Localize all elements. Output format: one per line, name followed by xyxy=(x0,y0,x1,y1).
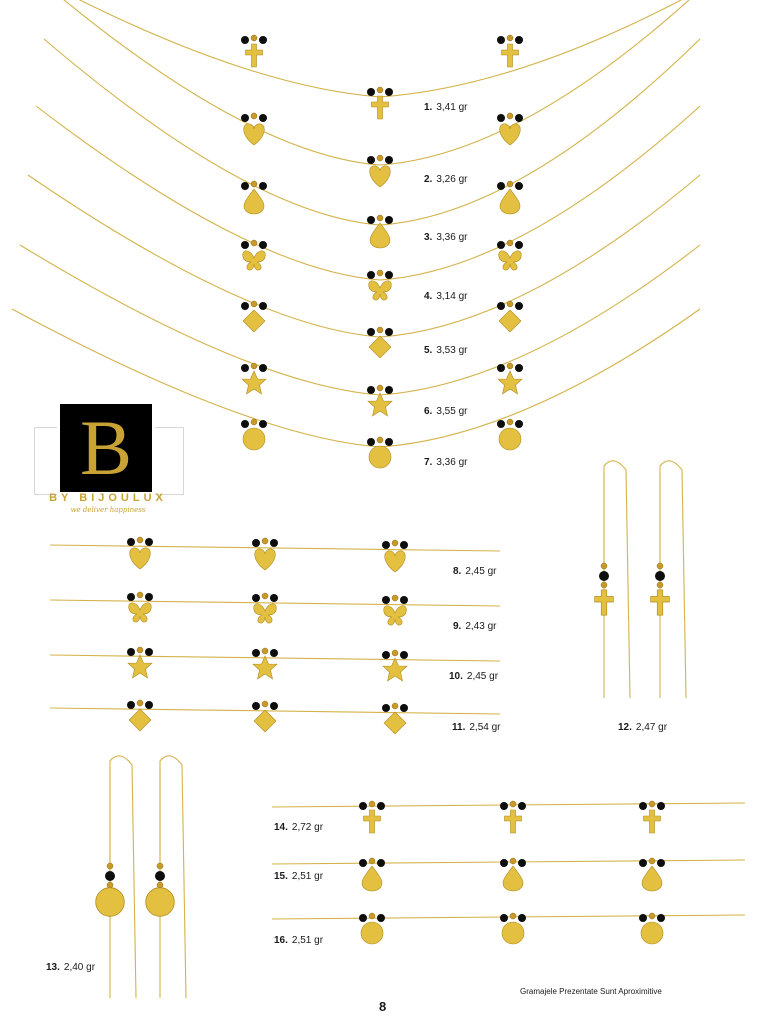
product-label-10: 10. 2,45 gr xyxy=(449,671,499,682)
gold-bead xyxy=(377,270,383,276)
drop-icon xyxy=(503,866,523,891)
gold-bead xyxy=(507,419,513,425)
black-bead xyxy=(385,328,393,336)
disc-icon xyxy=(641,922,663,944)
gold-bead xyxy=(657,563,663,569)
drop-icon xyxy=(362,866,382,891)
product-label-12: 12. 2,47 gr xyxy=(618,722,668,733)
brand-name: BY BIJOULUX xyxy=(49,492,167,504)
product-label-4: 4. 3,14 gr xyxy=(424,291,468,302)
gold-bead xyxy=(392,703,398,709)
cross-icon xyxy=(364,810,381,833)
black-bead xyxy=(500,859,508,867)
black-bead xyxy=(270,649,278,657)
cross-icon xyxy=(644,810,661,833)
gold-bead xyxy=(251,419,257,425)
product-label-5: 5. 3,53 gr xyxy=(424,345,468,356)
black-bead xyxy=(657,802,665,810)
black-bead xyxy=(500,802,508,810)
black-bead xyxy=(359,914,367,922)
heart-icon xyxy=(370,166,391,187)
gold-bead xyxy=(369,858,375,864)
black-bead xyxy=(241,420,249,428)
necklace-chain xyxy=(36,106,700,280)
cross-icon xyxy=(502,44,519,67)
black-bead xyxy=(259,364,267,372)
black-bead xyxy=(127,538,135,546)
black-bead xyxy=(155,871,165,881)
logo-letter: B xyxy=(79,404,133,491)
brand-logo xyxy=(34,400,186,520)
disc-icon xyxy=(361,922,383,944)
black-bead xyxy=(518,802,526,810)
black-bead xyxy=(497,114,505,122)
black-bead xyxy=(377,914,385,922)
black-bead xyxy=(382,541,390,549)
star-icon xyxy=(368,393,392,416)
black-bead xyxy=(252,594,260,602)
cross-icon xyxy=(651,590,670,615)
black-bead xyxy=(385,386,393,394)
gold-bead xyxy=(377,327,383,333)
black-bead xyxy=(241,302,249,310)
black-bead xyxy=(241,182,249,190)
gold-bead xyxy=(510,858,516,864)
diamond-icon xyxy=(243,310,265,332)
gold-bead xyxy=(262,538,268,544)
black-bead xyxy=(385,271,393,279)
black-bead xyxy=(639,802,647,810)
black-bead xyxy=(515,302,523,310)
butterfly-icon xyxy=(369,281,392,300)
gold-bead xyxy=(507,113,513,119)
black-bead xyxy=(400,704,408,712)
diamond-icon xyxy=(384,712,406,734)
black-bead xyxy=(259,36,267,44)
black-bead xyxy=(367,386,375,394)
black-bead xyxy=(385,216,393,224)
gold-bead xyxy=(507,363,513,369)
page-number: 8 xyxy=(379,999,387,1014)
cross-icon xyxy=(505,810,522,833)
diamond-icon xyxy=(254,710,276,732)
butterfly-icon xyxy=(499,251,522,270)
black-bead xyxy=(657,914,665,922)
footer-note: Gramajele Prezentate Sunt Aproximitive xyxy=(520,987,662,996)
product-label-7: 7. 3,36 gr xyxy=(424,457,468,468)
gold-bead xyxy=(392,540,398,546)
gold-bead xyxy=(137,592,143,598)
diamond-icon xyxy=(499,310,521,332)
butterfly-icon xyxy=(243,251,266,270)
gold-bead xyxy=(137,700,143,706)
black-bead xyxy=(382,704,390,712)
gold-bead xyxy=(377,385,383,391)
star-icon xyxy=(128,655,152,678)
gold-bead xyxy=(262,648,268,654)
drop-icon xyxy=(244,189,264,214)
gold-bead xyxy=(601,582,607,588)
black-bead xyxy=(500,914,508,922)
product-label-13: 13. 2,40 gr xyxy=(46,962,96,973)
black-bead xyxy=(400,596,408,604)
gold-bead xyxy=(262,701,268,707)
star-icon xyxy=(253,656,277,679)
disc-icon xyxy=(502,922,524,944)
earring-threader xyxy=(660,461,686,698)
product-label-15: 15. 2,51 gr xyxy=(274,871,324,882)
black-bead xyxy=(270,702,278,710)
bracelet-chain xyxy=(272,915,745,919)
black-bead xyxy=(515,241,523,249)
logo-monogram xyxy=(60,404,152,492)
black-bead xyxy=(497,36,505,44)
product-label-9: 9. 2,43 gr xyxy=(453,621,497,632)
black-bead xyxy=(497,241,505,249)
black-bead xyxy=(259,241,267,249)
gold-bead xyxy=(377,155,383,161)
brand-tagline: we deliver happiness xyxy=(70,506,146,514)
gold-bead xyxy=(649,801,655,807)
black-bead xyxy=(127,701,135,709)
black-bead xyxy=(385,438,393,446)
black-bead xyxy=(259,114,267,122)
butterfly-icon xyxy=(254,604,277,623)
gold-bead xyxy=(377,87,383,93)
black-bead xyxy=(145,701,153,709)
black-bead xyxy=(377,802,385,810)
black-bead xyxy=(385,156,393,164)
gold-bead xyxy=(510,913,516,919)
black-bead xyxy=(497,302,505,310)
black-bead xyxy=(127,593,135,601)
gold-bead xyxy=(377,215,383,221)
gold-bead xyxy=(601,563,607,569)
black-bead xyxy=(367,271,375,279)
gold-bead xyxy=(377,437,383,443)
black-bead xyxy=(241,364,249,372)
black-bead xyxy=(377,859,385,867)
drop-icon xyxy=(370,223,390,248)
heart-icon xyxy=(255,549,276,570)
black-bead xyxy=(385,88,393,96)
black-bead xyxy=(655,571,665,581)
black-bead xyxy=(252,649,260,657)
disc-icon xyxy=(146,888,175,917)
gold-bead xyxy=(107,863,113,869)
necklace-chain xyxy=(60,0,700,97)
butterfly-icon xyxy=(129,603,152,622)
gold-bead xyxy=(157,863,163,869)
gold-bead xyxy=(507,35,513,41)
product-label-16: 16. 2,51 gr xyxy=(274,935,324,946)
gold-bead xyxy=(137,647,143,653)
gold-bead xyxy=(649,913,655,919)
black-bead xyxy=(382,651,390,659)
diamond-icon xyxy=(129,709,151,731)
black-bead xyxy=(241,36,249,44)
black-bead xyxy=(497,364,505,372)
gold-bead xyxy=(251,35,257,41)
gold-bead xyxy=(157,882,163,888)
black-bead xyxy=(359,802,367,810)
gold-bead xyxy=(251,240,257,246)
black-bead xyxy=(259,420,267,428)
black-bead xyxy=(145,538,153,546)
product-label-8: 8. 2,45 gr xyxy=(453,566,497,577)
black-bead xyxy=(639,859,647,867)
black-bead xyxy=(367,88,375,96)
gold-bead xyxy=(369,913,375,919)
diamond-icon xyxy=(369,336,391,358)
star-icon xyxy=(383,658,407,681)
black-bead xyxy=(515,36,523,44)
disc-icon xyxy=(499,428,521,450)
black-bead xyxy=(367,438,375,446)
necklace-chain xyxy=(52,0,700,165)
black-bead xyxy=(400,651,408,659)
gold-bead xyxy=(507,301,513,307)
necklace-chain xyxy=(20,245,700,395)
black-bead xyxy=(515,182,523,190)
black-bead xyxy=(639,914,647,922)
black-bead xyxy=(515,114,523,122)
black-bead xyxy=(497,420,505,428)
bracelet-chain xyxy=(272,860,745,864)
black-bead xyxy=(367,156,375,164)
black-bead xyxy=(359,859,367,867)
black-bead xyxy=(241,114,249,122)
product-label-3: 3. 3,36 gr xyxy=(424,232,468,243)
black-bead xyxy=(518,859,526,867)
black-bead xyxy=(127,648,135,656)
black-bead xyxy=(259,182,267,190)
black-bead xyxy=(145,648,153,656)
gold-bead xyxy=(262,593,268,599)
cross-icon xyxy=(246,44,263,67)
black-bead xyxy=(367,216,375,224)
disc-icon xyxy=(369,446,391,468)
black-bead xyxy=(145,593,153,601)
heart-icon xyxy=(130,548,151,569)
gold-bead xyxy=(657,582,663,588)
black-bead xyxy=(367,328,375,336)
heart-icon xyxy=(385,551,406,572)
gold-bead xyxy=(251,363,257,369)
gold-bead xyxy=(251,181,257,187)
product-label-1: 1. 3,41 gr xyxy=(424,102,468,113)
black-bead xyxy=(259,302,267,310)
necklace-chain xyxy=(44,39,700,225)
black-bead xyxy=(497,182,505,190)
black-bead xyxy=(270,594,278,602)
butterfly-icon xyxy=(384,606,407,625)
cross-icon xyxy=(372,96,389,119)
gold-bead xyxy=(649,858,655,864)
drop-icon xyxy=(642,866,662,891)
product-label-11: 11. 2,54 gr xyxy=(452,722,501,733)
gold-bead xyxy=(251,113,257,119)
gold-bead xyxy=(392,650,398,656)
black-bead xyxy=(241,241,249,249)
black-bead xyxy=(252,539,260,547)
black-bead xyxy=(515,364,523,372)
gold-bead xyxy=(510,801,516,807)
black-bead xyxy=(518,914,526,922)
product-label-6: 6. 3,55 gr xyxy=(424,406,468,417)
gold-bead xyxy=(137,537,143,543)
black-bead xyxy=(515,420,523,428)
bracelet-chain xyxy=(272,803,745,807)
black-bead xyxy=(382,596,390,604)
black-bead xyxy=(599,571,609,581)
disc-icon xyxy=(243,428,265,450)
product-label-2: 2. 3,26 gr xyxy=(424,174,468,185)
gold-bead xyxy=(107,882,113,888)
necklace-chain xyxy=(28,175,700,337)
black-bead xyxy=(657,859,665,867)
black-bead xyxy=(400,541,408,549)
earring-threader xyxy=(604,461,630,698)
star-icon xyxy=(498,371,522,394)
gold-bead xyxy=(251,301,257,307)
gold-bead xyxy=(507,181,513,187)
star-icon xyxy=(242,371,266,394)
black-bead xyxy=(270,539,278,547)
gold-bead xyxy=(369,801,375,807)
cross-icon xyxy=(595,590,614,615)
drop-icon xyxy=(500,189,520,214)
black-bead xyxy=(105,871,115,881)
gold-bead xyxy=(507,240,513,246)
product-label-14: 14. 2,72 gr xyxy=(274,822,324,833)
disc-icon xyxy=(96,888,125,917)
gold-bead xyxy=(392,595,398,601)
black-bead xyxy=(252,702,260,710)
